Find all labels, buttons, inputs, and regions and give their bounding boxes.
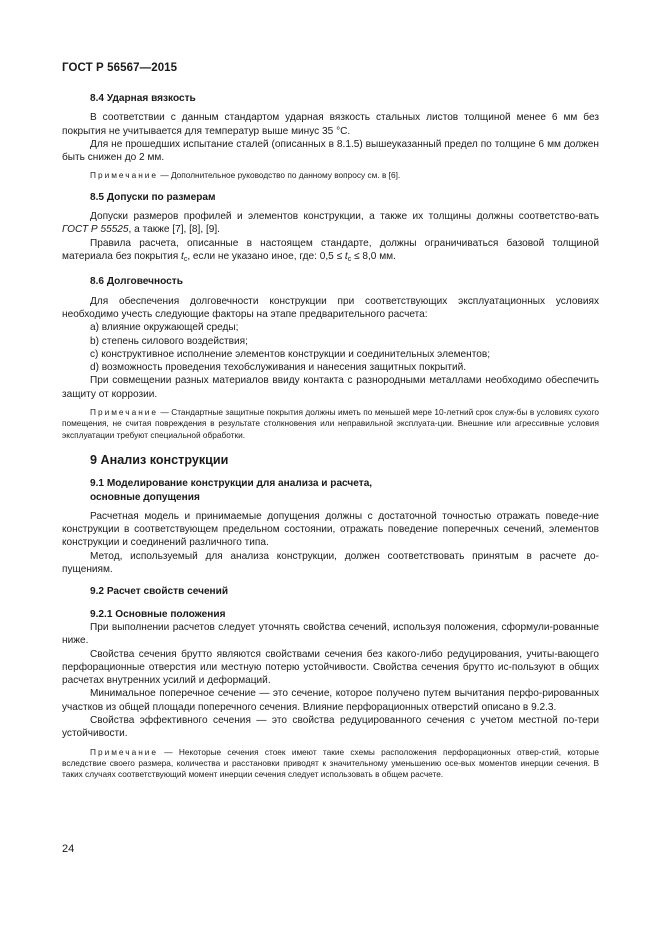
text-run: , если не указано иное, где: 0,5 ≤ bbox=[187, 251, 345, 263]
section-8-6-paragraph-2: При совмещении разных материалов ввиду контакта с разнородными металлами необходимо обеспечить защиту от коррозии. bbox=[62, 375, 599, 400]
section-9-2-1-heading: 9.2.1 Основные положения bbox=[90, 608, 226, 620]
section-9-2-1-note bbox=[62, 747, 599, 781]
section-8-6-heading: 8.6 Долговечность bbox=[90, 276, 183, 288]
page-header: ГОСТ Р 56567—2015 bbox=[62, 62, 178, 74]
section-9-2-heading: 9.2 Расчет свойств сечений bbox=[90, 586, 229, 598]
list-item: b) степень силового воздействия; bbox=[90, 335, 248, 347]
list-item: d) возможность проведения техобслуживания и нанесения защитных покрытий. bbox=[90, 362, 467, 374]
note-text: — Некоторые сечения стоек имеют такие схемы расположения перфорационных отвер-стий, которые вследствие своего размера, количества и расстановки приводят к значительному уменьшению осе-вых моментов инерции сечения. В таких случаях соответствующий момент инерции сечения следует использовать в общем расчете. bbox=[62, 746, 599, 780]
section-8-6-paragraph-1: Для обеспечения долговечности конструкции при соответствующих эксплуатационных условиях необходимо учесть следующие факторы на этапе предварительного расчета: bbox=[62, 295, 599, 320]
text-run: Допуски размеров профилей и элементов конструкции, а также их толщины должны соответство-вать bbox=[90, 211, 599, 223]
section-9-1-paragraph-2: Метод, используемый для анализа конструкции, должен соответствовать принятым в расчете до-пущениям. bbox=[62, 550, 599, 576]
section-8-4-paragraph-2: Для не прошедших испытание сталей (описанных в 8.1.5) вышеуказанный предел по толщине 6 мм должен быть снижен до 2 мм. bbox=[62, 138, 599, 164]
section-8-5-heading: 8.5 Допуски по размерам bbox=[90, 191, 216, 203]
text-run: ≤ 8,0 мм. bbox=[351, 251, 396, 263]
section-9-1-paragraph-1: Расчетная модель и принимаемые допущения должны с достаточной точностью отражать поведе-ние конструкции в соответствующем предельном состоянии, отражать поведение поперечных сечений, элементов конструкции и соединений различного типа. bbox=[62, 510, 599, 549]
text-run: Правила расчета, описанные в настоящем стандарте, должны ограничиваться базовой толщиной материала без покрытия bbox=[62, 237, 599, 263]
section-9-1-heading-line-2: основные допущения bbox=[90, 491, 200, 503]
symbol-t: t bbox=[344, 251, 348, 263]
subscript-c: c bbox=[347, 256, 352, 264]
section-8-6-note bbox=[62, 407, 599, 441]
note-label: Примечание bbox=[90, 407, 159, 418]
note-text: — Дополнительное руководство по данному вопросу см. в [6]. bbox=[158, 170, 401, 181]
note-label: Примечание bbox=[90, 170, 159, 181]
list-item: с) конструктивное исполнение элементов конструкции и соединительных элементов; bbox=[90, 348, 491, 360]
page-content bbox=[62, 92, 599, 781]
standard-reference: ГОСТ Р 55525 bbox=[62, 224, 129, 236]
subscript-c: c bbox=[183, 256, 188, 264]
section-9-heading: 9 Анализ конструкции bbox=[90, 453, 229, 468]
section-9-2-1-paragraph-1: При выполнении расчетов следует уточнять свойства сечений, используя положения, сформули-рованные ниже. bbox=[62, 621, 599, 647]
section-8-4-note bbox=[62, 170, 599, 181]
list-item: а) влияние окружающей среды; bbox=[90, 322, 239, 334]
symbol-t: t bbox=[181, 251, 184, 263]
section-8-4-paragraph-1: В соответствии с данным стандартом ударная вязкость стальных листов толщиной менее 6 мм без покрытия не учитывается для температур выше минус 35 °С. bbox=[62, 112, 599, 137]
section-8-5-paragraph-2 bbox=[62, 237, 599, 267]
section-9-2-1-paragraph-4: Свойства эффективного сечения — это свойства редуцированного сечения с учетом местной по-тери устойчивости. bbox=[62, 715, 599, 740]
note-text: — Стандартные защитные покрытия должны иметь по меньшей мере 10-летний срок служ-бы в условиях сухого помещения, не считая повреждения в результате столкновения или неправильной эксплуата-ции. Внешние или агрессивные условия эксплуатации требуют специальной обработки. bbox=[62, 407, 599, 440]
section-8-5-paragraph-1 bbox=[62, 210, 599, 237]
section-8-4-heading: 8.4 Ударная вязкость bbox=[90, 93, 196, 104]
page-number: 24 bbox=[62, 843, 75, 855]
section-9-1-heading-line-1: 9.1 Моделирование конструкции для анализа и расчета, bbox=[90, 478, 373, 490]
text-run: , а также [7], [8], [9]. bbox=[128, 224, 220, 236]
section-9-2-1-paragraph-2: Свойства сечения брутто являются свойствами сечения без какого-либо редуцирования, учиты-вающего перфорационные отверстия или местную потерю устойчивости. Свойства сечения брутто ис-пользуют в общих расчетах внутренних усилий и деформаций. bbox=[62, 648, 599, 687]
section-9-2-1-paragraph-3: Минимальное поперечное сечение — это сечение, которое получено путем вычитания перфо-рированных участков из общей площади поперечного сечения. Влияние перфорационных отверстий описано в 9.2.3. bbox=[62, 688, 599, 713]
note-label: Примечание bbox=[90, 746, 159, 757]
